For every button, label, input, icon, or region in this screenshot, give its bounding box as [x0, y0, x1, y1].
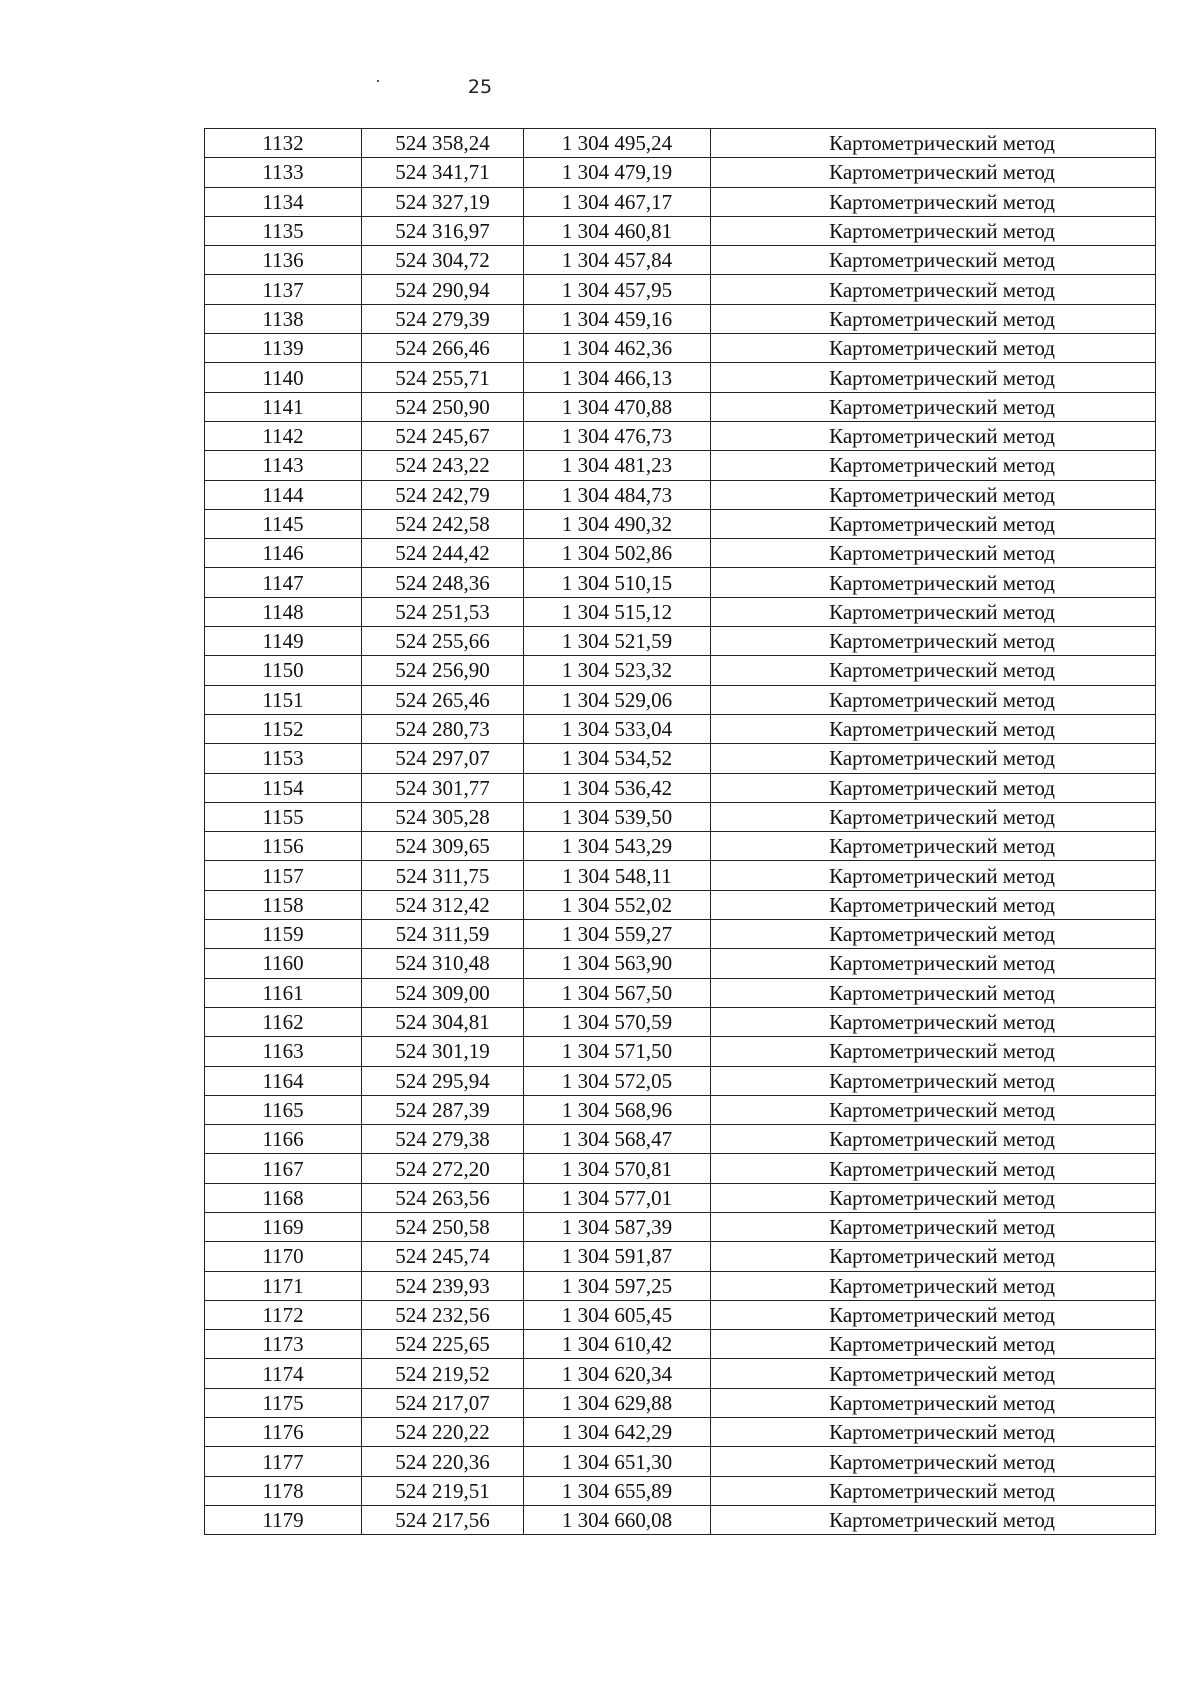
method-cell: Картометрический метод: [711, 744, 1156, 773]
y-coordinate-cell: 1 304 568,47: [524, 1125, 711, 1154]
method-cell: Картометрический метод: [711, 1505, 1156, 1534]
x-coordinate-cell: 524 287,39: [362, 1095, 524, 1124]
method-cell: Картометрический метод: [711, 1271, 1156, 1300]
y-coordinate-cell: 1 304 567,50: [524, 978, 711, 1007]
x-coordinate-cell: 524 251,53: [362, 597, 524, 626]
point-number-cell: 1173: [205, 1330, 362, 1359]
point-number-cell: 1154: [205, 773, 362, 802]
point-number-cell: 1156: [205, 832, 362, 861]
table-row: [205, 451, 1156, 480]
y-coordinate-cell: 1 304 457,95: [524, 275, 711, 304]
x-coordinate-cell: 524 279,38: [362, 1125, 524, 1154]
x-coordinate-cell: 524 242,58: [362, 509, 524, 538]
table-row: [205, 1242, 1156, 1271]
y-coordinate-cell: 1 304 570,59: [524, 1007, 711, 1036]
table-row: [205, 802, 1156, 831]
x-coordinate-cell: 524 279,39: [362, 304, 524, 333]
point-number-cell: 1132: [205, 129, 362, 158]
table-row: [205, 568, 1156, 597]
table-row: [205, 1359, 1156, 1388]
method-cell: Картометрический метод: [711, 1447, 1156, 1476]
y-coordinate-cell: 1 304 572,05: [524, 1066, 711, 1095]
y-coordinate-cell: 1 304 597,25: [524, 1271, 711, 1300]
table-row: [205, 597, 1156, 626]
method-cell: Картометрический метод: [711, 714, 1156, 743]
method-cell: Картометрический метод: [711, 1037, 1156, 1066]
x-coordinate-cell: 524 272,20: [362, 1154, 524, 1183]
method-cell: Картометрический метод: [711, 890, 1156, 919]
point-number-cell: 1143: [205, 451, 362, 480]
table-row: [205, 627, 1156, 656]
x-coordinate-cell: 524 295,94: [362, 1066, 524, 1095]
method-cell: Картометрический метод: [711, 451, 1156, 480]
point-number-cell: 1178: [205, 1476, 362, 1505]
x-coordinate-cell: 524 217,56: [362, 1505, 524, 1534]
x-coordinate-cell: 524 304,72: [362, 246, 524, 275]
method-cell: Картометрический метод: [711, 480, 1156, 509]
page-number-text: 25: [467, 76, 493, 98]
table-row: [205, 1447, 1156, 1476]
method-cell: Картометрический метод: [711, 656, 1156, 685]
y-coordinate-cell: 1 304 610,42: [524, 1330, 711, 1359]
point-number-cell: 1175: [205, 1388, 362, 1417]
y-coordinate-cell: 1 304 481,23: [524, 451, 711, 480]
x-coordinate-cell: 524 341,71: [362, 158, 524, 187]
y-coordinate-cell: 1 304 536,42: [524, 773, 711, 802]
point-number-cell: 1170: [205, 1242, 362, 1271]
x-coordinate-cell: 524 280,73: [362, 714, 524, 743]
x-coordinate-cell: 524 232,56: [362, 1300, 524, 1329]
point-number-cell: 1177: [205, 1447, 362, 1476]
table-row: [205, 1300, 1156, 1329]
y-coordinate-cell: 1 304 552,02: [524, 890, 711, 919]
point-number-cell: 1140: [205, 363, 362, 392]
point-number-cell: 1161: [205, 978, 362, 1007]
x-coordinate-cell: 524 304,81: [362, 1007, 524, 1036]
table-row: [205, 246, 1156, 275]
table-row: [205, 1066, 1156, 1095]
table-row: [205, 187, 1156, 216]
y-coordinate-cell: 1 304 521,59: [524, 627, 711, 656]
method-cell: Картометрический метод: [711, 421, 1156, 450]
method-cell: Картометрический метод: [711, 920, 1156, 949]
table-row: [205, 890, 1156, 919]
method-cell: Картометрический метод: [711, 363, 1156, 392]
y-coordinate-cell: 1 304 459,16: [524, 304, 711, 333]
y-coordinate-cell: 1 304 591,87: [524, 1242, 711, 1271]
method-cell: Картометрический метод: [711, 509, 1156, 538]
table-row: [205, 978, 1156, 1007]
method-cell: Картометрический метод: [711, 1418, 1156, 1447]
method-cell: Картометрический метод: [711, 1212, 1156, 1241]
y-coordinate-cell: 1 304 629,88: [524, 1388, 711, 1417]
table-row: [205, 656, 1156, 685]
x-coordinate-cell: 524 248,36: [362, 568, 524, 597]
method-cell: Картометрический метод: [711, 1154, 1156, 1183]
method-cell: Картометрический метод: [711, 1330, 1156, 1359]
point-number-cell: 1134: [205, 187, 362, 216]
x-coordinate-cell: 524 265,46: [362, 685, 524, 714]
method-cell: Картометрический метод: [711, 802, 1156, 831]
method-cell: Картометрический метод: [711, 1359, 1156, 1388]
y-coordinate-cell: 1 304 587,39: [524, 1212, 711, 1241]
point-number-cell: 1164: [205, 1066, 362, 1095]
page-number: [0, 76, 1200, 98]
x-coordinate-cell: 524 220,22: [362, 1418, 524, 1447]
y-coordinate-cell: 1 304 495,24: [524, 129, 711, 158]
table-row: [205, 216, 1156, 245]
table-row: [205, 1476, 1156, 1505]
x-coordinate-cell: 524 255,66: [362, 627, 524, 656]
point-number-cell: 1149: [205, 627, 362, 656]
point-number-cell: 1146: [205, 539, 362, 568]
point-number-cell: 1171: [205, 1271, 362, 1300]
table-row: [205, 275, 1156, 304]
point-number-cell: 1151: [205, 685, 362, 714]
point-number-cell: 1141: [205, 392, 362, 421]
method-cell: Картометрический метод: [711, 627, 1156, 656]
point-number-cell: 1155: [205, 802, 362, 831]
table-row: [205, 1125, 1156, 1154]
x-coordinate-cell: 524 245,74: [362, 1242, 524, 1271]
method-cell: Картометрический метод: [711, 1388, 1156, 1417]
y-coordinate-cell: 1 304 529,06: [524, 685, 711, 714]
method-cell: Картометрический метод: [711, 334, 1156, 363]
method-cell: Картометрический метод: [711, 1125, 1156, 1154]
point-number-cell: 1165: [205, 1095, 362, 1124]
method-cell: Картометрический метод: [711, 392, 1156, 421]
table-row: [205, 1505, 1156, 1534]
table-row: [205, 304, 1156, 333]
x-coordinate-cell: 524 256,90: [362, 656, 524, 685]
x-coordinate-cell: 524 305,28: [362, 802, 524, 831]
y-coordinate-cell: 1 304 568,96: [524, 1095, 711, 1124]
coordinates-table: [204, 128, 1156, 1535]
table-row: [205, 1212, 1156, 1241]
table-row: [205, 714, 1156, 743]
y-coordinate-cell: 1 304 490,32: [524, 509, 711, 538]
y-coordinate-cell: 1 304 510,15: [524, 568, 711, 597]
y-coordinate-cell: 1 304 515,12: [524, 597, 711, 626]
point-number-cell: 1148: [205, 597, 362, 626]
y-coordinate-cell: 1 304 620,34: [524, 1359, 711, 1388]
method-cell: Картометрический метод: [711, 216, 1156, 245]
table-row: [205, 1418, 1156, 1447]
point-number-cell: 1145: [205, 509, 362, 538]
method-cell: Картометрический метод: [711, 187, 1156, 216]
method-cell: Картометрический метод: [711, 568, 1156, 597]
y-coordinate-cell: 1 304 470,88: [524, 392, 711, 421]
x-coordinate-cell: 524 327,19: [362, 187, 524, 216]
point-number-cell: 1158: [205, 890, 362, 919]
x-coordinate-cell: 524 290,94: [362, 275, 524, 304]
y-coordinate-cell: 1 304 476,73: [524, 421, 711, 450]
table-row: [205, 480, 1156, 509]
x-coordinate-cell: 524 243,22: [362, 451, 524, 480]
x-coordinate-cell: 524 309,65: [362, 832, 524, 861]
y-coordinate-cell: 1 304 651,30: [524, 1447, 711, 1476]
method-cell: Картометрический метод: [711, 978, 1156, 1007]
point-number-cell: 1150: [205, 656, 362, 685]
x-coordinate-cell: 524 266,46: [362, 334, 524, 363]
point-number-cell: 1176: [205, 1418, 362, 1447]
x-coordinate-cell: 524 245,67: [362, 421, 524, 450]
y-coordinate-cell: 1 304 533,04: [524, 714, 711, 743]
table-row: [205, 1095, 1156, 1124]
method-cell: Картометрический метод: [711, 1242, 1156, 1271]
y-coordinate-cell: 1 304 570,81: [524, 1154, 711, 1183]
method-cell: Картометрический метод: [711, 158, 1156, 187]
x-coordinate-cell: 524 309,00: [362, 978, 524, 1007]
y-coordinate-cell: 1 304 642,29: [524, 1418, 711, 1447]
table-row: [205, 861, 1156, 890]
method-cell: Картометрический метод: [711, 1183, 1156, 1212]
y-coordinate-cell: 1 304 571,50: [524, 1037, 711, 1066]
point-number-cell: 1138: [205, 304, 362, 333]
method-cell: Картометрический метод: [711, 1007, 1156, 1036]
x-coordinate-cell: 524 225,65: [362, 1330, 524, 1359]
x-coordinate-cell: 524 244,42: [362, 539, 524, 568]
table-row: [205, 1183, 1156, 1212]
table-row: [205, 685, 1156, 714]
method-cell: Картометрический метод: [711, 1095, 1156, 1124]
table-row: [205, 920, 1156, 949]
y-coordinate-cell: 1 304 479,19: [524, 158, 711, 187]
method-cell: Картометрический метод: [711, 1066, 1156, 1095]
x-coordinate-cell: 524 219,51: [362, 1476, 524, 1505]
coordinates-table-body: [205, 129, 1156, 1535]
point-number-cell: 1172: [205, 1300, 362, 1329]
table-row: [205, 509, 1156, 538]
y-coordinate-cell: 1 304 457,84: [524, 246, 711, 275]
x-coordinate-cell: 524 358,24: [362, 129, 524, 158]
y-coordinate-cell: 1 304 605,45: [524, 1300, 711, 1329]
x-coordinate-cell: 524 219,52: [362, 1359, 524, 1388]
x-coordinate-cell: 524 217,07: [362, 1388, 524, 1417]
x-coordinate-cell: 524 311,59: [362, 920, 524, 949]
point-number-cell: 1153: [205, 744, 362, 773]
y-coordinate-cell: 1 304 543,29: [524, 832, 711, 861]
method-cell: Картометрический метод: [711, 832, 1156, 861]
x-coordinate-cell: 524 316,97: [362, 216, 524, 245]
table-row: [205, 949, 1156, 978]
table-row: [205, 158, 1156, 187]
method-cell: Картометрический метод: [711, 129, 1156, 158]
point-number-cell: 1159: [205, 920, 362, 949]
table-row: [205, 539, 1156, 568]
y-coordinate-cell: 1 304 523,32: [524, 656, 711, 685]
x-coordinate-cell: 524 312,42: [362, 890, 524, 919]
y-coordinate-cell: 1 304 466,13: [524, 363, 711, 392]
x-coordinate-cell: 524 263,56: [362, 1183, 524, 1212]
method-cell: Картометрический метод: [711, 304, 1156, 333]
point-number-cell: 1139: [205, 334, 362, 363]
point-number-cell: 1167: [205, 1154, 362, 1183]
point-number-cell: 1142: [205, 421, 362, 450]
method-cell: Картометрический метод: [711, 275, 1156, 304]
x-coordinate-cell: 524 311,75: [362, 861, 524, 890]
y-coordinate-cell: 1 304 660,08: [524, 1505, 711, 1534]
y-coordinate-cell: 1 304 502,86: [524, 539, 711, 568]
point-number-cell: 1152: [205, 714, 362, 743]
point-number-cell: 1179: [205, 1505, 362, 1534]
x-coordinate-cell: 524 297,07: [362, 744, 524, 773]
table-row: [205, 129, 1156, 158]
x-coordinate-cell: 524 301,77: [362, 773, 524, 802]
x-coordinate-cell: 524 301,19: [362, 1037, 524, 1066]
y-coordinate-cell: 1 304 563,90: [524, 949, 711, 978]
method-cell: Картометрический метод: [711, 685, 1156, 714]
point-number-cell: 1144: [205, 480, 362, 509]
point-number-cell: 1163: [205, 1037, 362, 1066]
table-row: [205, 392, 1156, 421]
y-coordinate-cell: 1 304 539,50: [524, 802, 711, 831]
point-number-cell: 1133: [205, 158, 362, 187]
x-coordinate-cell: 524 239,93: [362, 1271, 524, 1300]
table-row: [205, 744, 1156, 773]
point-number-cell: 1135: [205, 216, 362, 245]
method-cell: Картометрический метод: [711, 539, 1156, 568]
point-number-cell: 1168: [205, 1183, 362, 1212]
point-number-cell: 1169: [205, 1212, 362, 1241]
x-coordinate-cell: 524 242,79: [362, 480, 524, 509]
table-row: [205, 421, 1156, 450]
table-row: [205, 1271, 1156, 1300]
y-coordinate-cell: 1 304 460,81: [524, 216, 711, 245]
x-coordinate-cell: 524 250,90: [362, 392, 524, 421]
table-row: [205, 1037, 1156, 1066]
y-coordinate-cell: 1 304 534,52: [524, 744, 711, 773]
y-coordinate-cell: 1 304 548,11: [524, 861, 711, 890]
table-row: [205, 1388, 1156, 1417]
point-number-cell: 1136: [205, 246, 362, 275]
method-cell: Картометрический метод: [711, 861, 1156, 890]
y-coordinate-cell: 1 304 655,89: [524, 1476, 711, 1505]
x-coordinate-cell: 524 220,36: [362, 1447, 524, 1476]
x-coordinate-cell: 524 310,48: [362, 949, 524, 978]
point-number-cell: 1162: [205, 1007, 362, 1036]
point-number-cell: 1147: [205, 568, 362, 597]
method-cell: Картометрический метод: [711, 246, 1156, 275]
table-row: [205, 363, 1156, 392]
method-cell: Картометрический метод: [711, 773, 1156, 802]
table-row: [205, 832, 1156, 861]
point-number-cell: 1160: [205, 949, 362, 978]
y-coordinate-cell: 1 304 462,36: [524, 334, 711, 363]
table-row: [205, 1154, 1156, 1183]
method-cell: Картометрический метод: [711, 1300, 1156, 1329]
x-coordinate-cell: 524 250,58: [362, 1212, 524, 1241]
table-row: [205, 773, 1156, 802]
point-number-cell: 1157: [205, 861, 362, 890]
table-row: [205, 1330, 1156, 1359]
y-coordinate-cell: 1 304 577,01: [524, 1183, 711, 1212]
y-coordinate-cell: 1 304 484,73: [524, 480, 711, 509]
method-cell: Картометрический метод: [711, 597, 1156, 626]
point-number-cell: 1137: [205, 275, 362, 304]
point-number-cell: 1174: [205, 1359, 362, 1388]
point-number-cell: 1166: [205, 1125, 362, 1154]
x-coordinate-cell: 524 255,71: [362, 363, 524, 392]
y-coordinate-cell: 1 304 467,17: [524, 187, 711, 216]
y-coordinate-cell: 1 304 559,27: [524, 920, 711, 949]
table-row: [205, 334, 1156, 363]
method-cell: Картометрический метод: [711, 1476, 1156, 1505]
method-cell: Картометрический метод: [711, 949, 1156, 978]
table-row: [205, 1007, 1156, 1036]
